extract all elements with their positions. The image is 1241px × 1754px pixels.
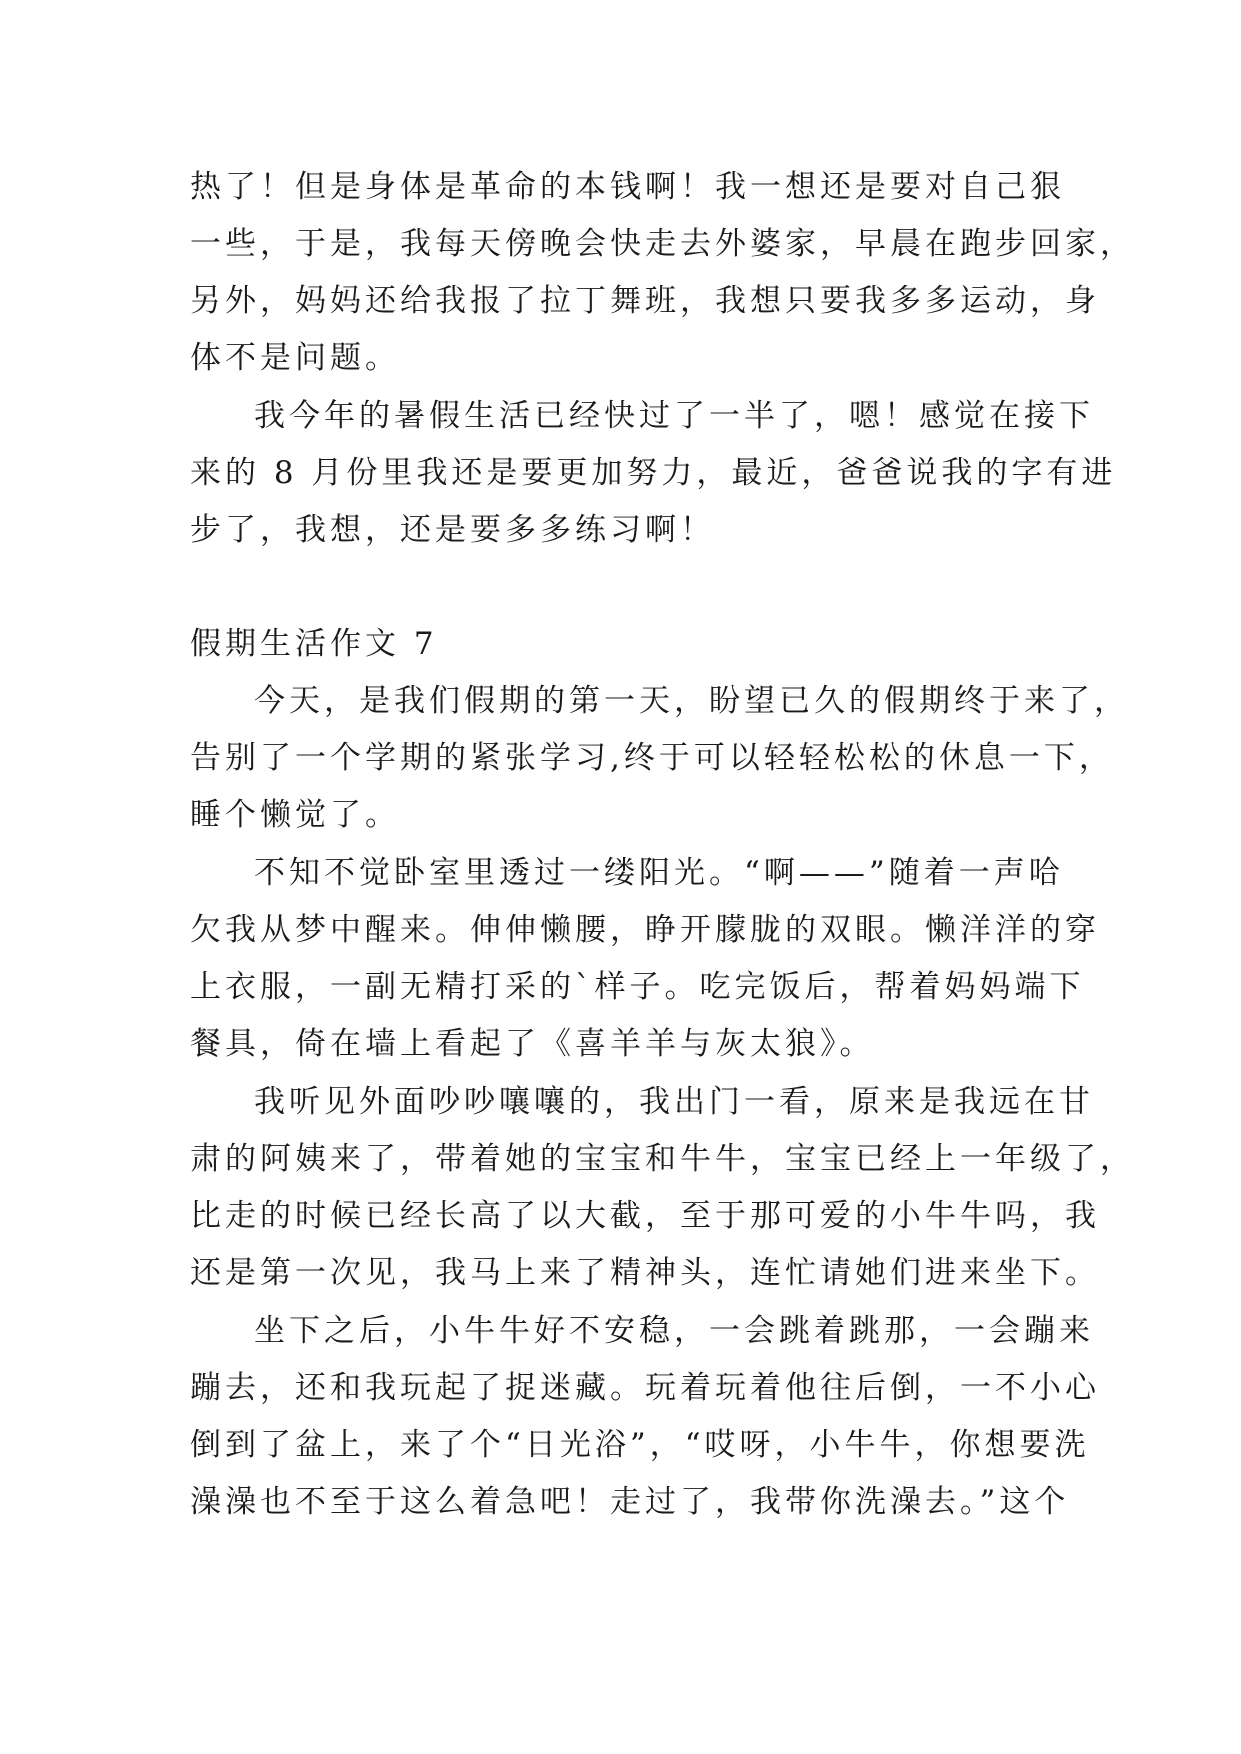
text-line: 欠我从梦中醒来。伸伸懒腰，睁开朦胧的双眼。懒洋洋的穿 [190,912,1100,948]
text-line: 热了！但是身体是革命的本钱啊！我一想还是要对自己狠 [190,169,1065,205]
text-line: 坐下之后，小牛牛好不安稳，一会跳着跳那，一会蹦来 [254,1313,1094,1349]
text-line: 不知不觉卧室里透过一缕阳光。“啊——”随着一声哈 [254,855,1064,891]
text-line: 蹦去，还和我玩起了捉迷藏。玩着玩着他往后倒，一不小心 [190,1370,1100,1406]
section-heading: 假期生活作文 7 [190,626,438,662]
text-line: 今天，是我们假期的第一天，盼望已久的假期终于来了， [254,683,1129,719]
text-line: 上衣服，一副无精打采的`样子。吃完饭后，帮着妈妈端下 [190,969,1085,1005]
text-line: 我听见外面吵吵嚷嚷的，我出门一看，原来是我远在甘 [254,1084,1094,1120]
text-line: 比走的时候已经长高了以大截，至于那可爱的小牛牛吗，我 [190,1198,1100,1234]
text-line: 步了，我想，还是要多多练习啊！ [190,512,715,548]
text-line: 澡澡也不至于这么着急吧！走过了，我带你洗澡去。”这个 [190,1484,1070,1520]
document-page [190,0,1135,1754]
text-line: 倒到了盆上，来了个“日光浴”，“哎呀，小牛牛，你想要洗 [190,1427,1090,1463]
text-line: 餐具，倚在墙上看起了《喜羊羊与灰太狼》。 [190,1026,875,1062]
text-line: 体不是问题。 [190,340,400,376]
text-line: 我今年的暑假生活已经快过了一半了，嗯！感觉在接下 [254,398,1094,434]
text-line: 肃的阿姨来了，带着她的宝宝和牛牛，宝宝已经上一年级了， [190,1141,1135,1177]
text-line: 来的 8 月份里我还是要更加努力，最近，爸爸说我的字有进 [190,455,1117,491]
text-line: 告别了一个学期的紧张学习,终于可以轻轻松松的休息一下， [190,740,1114,776]
text-line: 一些，于是，我每天傍晚会快走去外婆家，早晨在跑步回家， [190,226,1135,262]
text-line: 睡个懒觉了。 [190,797,400,833]
text-line: 还是第一次见，我马上来了精神头，连忙请她们进来坐下。 [190,1255,1100,1291]
text-line: 另外，妈妈还给我报了拉丁舞班，我想只要我多多运动，身 [190,283,1100,319]
